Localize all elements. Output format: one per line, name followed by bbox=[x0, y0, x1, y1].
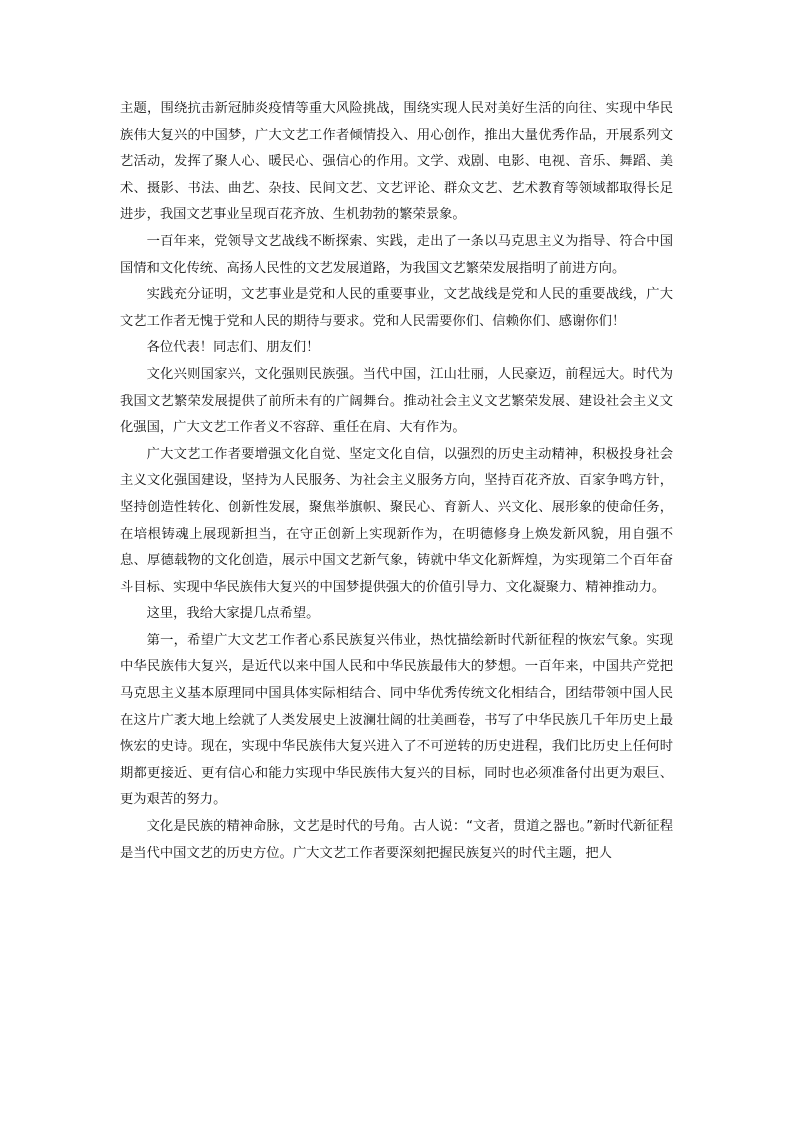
paragraph-4-salutation: 各位代表！同志们、朋友们！ bbox=[146, 340, 320, 356]
paragraph-8: 第一，希望广大文艺工作者心系民族复兴伟业，热忱描绘新时代新征程的恢宏气象。实现中华民族伟大复兴，是近代以来中国人民和中华民族最伟大的梦想。一百年来，中国共产党把马克思主义基本原理同中国具体实际相结合、同中华优秀传统文化相结合，团结带领中国人民在这片广袤大地上绘就了人类发展史上波澜壮阔的壮美画卷，书写了中华民族几千年历史上最恢宏的史诗。现在，实现中华民族伟大复兴进入了不可逆转的历史进程，我们比历史上任何时期都更接近、更有信心和能力实现中华民族伟大复兴的目标，同时也必须准备付出更为艰巨、更为艰苦的努力。 bbox=[120, 632, 673, 808]
document-body bbox=[120, 96, 673, 867]
paragraph-5: 文化兴则国家兴，文化强则民族强。当代中国，江山壮丽，人民豪迈，前程远大。时代为我国文艺繁荣发展提供了前所未有的广阔舞台。推动社会主义文艺繁荣发展、建设社会主义文化强国，广大文艺工作者义不容辞、重任在肩、大有作为。 bbox=[120, 366, 673, 436]
paragraph-9: 文化是民族的精神命脉，文艺是时代的号角。古人说：“文者，贯道之器也。”新时代新征程是当代中国文艺的历史方位。广大文艺工作者要深刻把握民族复兴的时代主题，把人 bbox=[120, 819, 673, 861]
paragraph-3: 实践充分证明，文艺事业是党和人民的重要事业，文艺战线是党和人民的重要战线，广大文艺工作者无愧于党和人民的期待与要求。党和人民需要你们、信赖你们、感谢你们！ bbox=[120, 287, 673, 329]
paragraph-7: 这里，我给大家提几点希望。 bbox=[146, 606, 320, 622]
paragraph-2: 一百年来，党领导文艺战线不断探索、实践，走出了一条以马克思主义为指导、符合中国国情和文化传统、高扬人民性的文艺发展道路，为我国文艺繁荣发展指明了前进方向。 bbox=[120, 233, 673, 276]
paragraph-1: 主题，围绕抗击新冠肺炎疫情等重大风险挑战，围绕实现人民对美好生活的向往、实现中华民族伟大复兴的中国梦，广大文艺工作者倾情投入、用心创作，推出大量优秀作品，开展系列文艺活动，发挥了聚人心、暖民心、强信心的作用。文学、戏剧、电影、电视、音乐、舞蹈、美术、摄影、书法、曲艺、杂技、民间文艺、文艺评论、群众文艺、艺术教育等领域都取得长足进步，我国文艺事业呈现百花齐放、生机勃勃的繁荣景象。 bbox=[120, 101, 673, 223]
paragraph-6: 广大文艺工作者要增强文化自觉、坚定文化自信，以强烈的历史主动精神，积极投身社会主义文化强国建设，坚持为人民服务、为社会主义服务方向，坚持百花齐放、百家争鸣方针，坚持创造性转化、创新性发展，聚焦举旗帜、聚民心、育新人、兴文化、展形象的使命任务，在培根铸魂上展现新担当，在守正创新上实现新作为，在明德修身上焕发新风貌，用自强不息、厚德载物的文化创造，展示中国文艺新气象，铸就中华文化新辉煌，为实现第二个百年奋斗目标、实现中华民族伟大复兴的中国梦提供强大的价值引导力、文化凝聚力、精神推动力。 bbox=[120, 446, 673, 595]
